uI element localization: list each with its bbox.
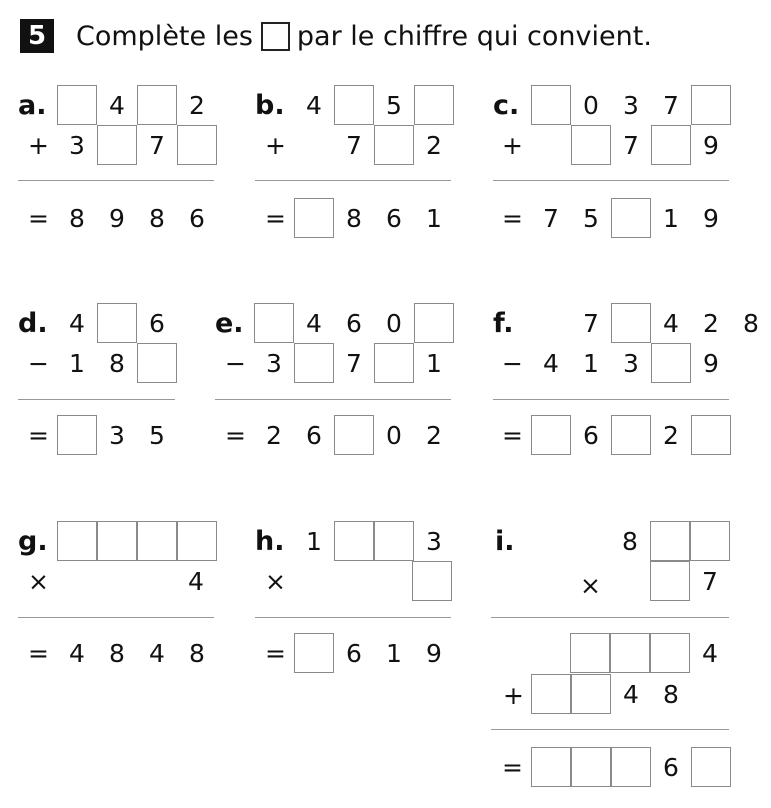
digit-box[interactable] xyxy=(57,415,97,455)
digit: 4 xyxy=(663,308,679,338)
digit-box[interactable] xyxy=(570,633,610,673)
digit: 8 xyxy=(189,638,205,668)
digit: 9 xyxy=(703,348,719,378)
digit: 8 xyxy=(743,308,759,338)
digit-box[interactable] xyxy=(137,343,177,383)
problem-label-b: b. xyxy=(255,89,285,121)
digit: 8 xyxy=(663,679,679,709)
operator-sign: × xyxy=(580,570,601,600)
instruction-text-end: par le chiffre qui convient. xyxy=(296,20,652,52)
digit: 4 xyxy=(623,679,639,709)
equals-sign: = xyxy=(265,638,286,668)
digit: 0 xyxy=(386,420,402,450)
digit-box[interactable] xyxy=(571,674,611,714)
digit-box[interactable] xyxy=(57,521,97,561)
digit-box[interactable] xyxy=(177,125,217,165)
digit: 2 xyxy=(426,130,442,160)
operator-sign: × xyxy=(28,566,49,596)
digit-box[interactable] xyxy=(650,633,690,673)
digit: 1 xyxy=(386,638,402,668)
digit: 4 xyxy=(188,566,204,596)
result-line xyxy=(491,729,729,730)
empty-box-icon xyxy=(261,22,290,51)
digit: 3 xyxy=(266,348,282,378)
digit: 6 xyxy=(386,203,402,233)
digit: 4 xyxy=(109,90,125,120)
digit: 0 xyxy=(583,90,599,120)
digit: 6 xyxy=(306,420,322,450)
digit-box[interactable] xyxy=(651,125,691,165)
digit: 9 xyxy=(703,130,719,160)
digit-box[interactable] xyxy=(531,747,571,787)
digit-box[interactable] xyxy=(97,521,137,561)
digit-box[interactable] xyxy=(334,415,374,455)
digit-box[interactable] xyxy=(571,125,611,165)
digit: 1 xyxy=(69,348,85,378)
equals-sign: = xyxy=(502,752,523,782)
digit-box[interactable] xyxy=(691,747,731,787)
digit: 2 xyxy=(703,308,719,338)
digit: 8 xyxy=(109,348,125,378)
digit: 7 xyxy=(583,308,599,338)
result-line xyxy=(255,180,451,181)
digit-box[interactable] xyxy=(294,633,334,673)
problem-label-a: a. xyxy=(18,89,47,121)
digit-box[interactable] xyxy=(97,125,137,165)
equals-sign: = xyxy=(502,420,523,450)
digit: 8 xyxy=(69,203,85,233)
exercise-header xyxy=(20,16,652,56)
digit: 8 xyxy=(109,638,125,668)
equals-sign: = xyxy=(502,203,523,233)
digit: 4 xyxy=(543,348,559,378)
result-line xyxy=(493,399,729,400)
digit: 2 xyxy=(663,420,679,450)
problem-label-d: d. xyxy=(18,307,48,339)
digit-box[interactable] xyxy=(531,415,571,455)
digit: 4 xyxy=(69,638,85,668)
result-line xyxy=(491,617,729,618)
digit: 6 xyxy=(149,308,165,338)
instruction-text-start: Complète les xyxy=(76,20,253,52)
digit: 7 xyxy=(346,348,362,378)
digit-box[interactable] xyxy=(412,561,452,601)
digit: 4 xyxy=(306,308,322,338)
problem-label-i: i. xyxy=(495,525,515,557)
digit-box[interactable] xyxy=(650,521,690,561)
result-line xyxy=(18,180,214,181)
operator-sign: − xyxy=(28,348,49,378)
digit: 4 xyxy=(149,638,165,668)
digit-box[interactable] xyxy=(334,521,374,561)
digit: 8 xyxy=(149,203,165,233)
digit: 6 xyxy=(346,638,362,668)
digit: 1 xyxy=(663,203,679,233)
digit: 0 xyxy=(386,308,402,338)
digit: 9 xyxy=(426,638,442,668)
exercise-number-badge: 5 xyxy=(20,19,54,53)
digit: 6 xyxy=(189,203,205,233)
digit-box[interactable] xyxy=(334,85,374,125)
equals-sign: = xyxy=(28,638,49,668)
digit: 8 xyxy=(346,203,362,233)
digit-box[interactable] xyxy=(374,343,414,383)
equals-sign: = xyxy=(28,420,49,450)
equals-sign: = xyxy=(28,203,49,233)
problem-label-c: c. xyxy=(493,89,520,121)
digit: 1 xyxy=(583,348,599,378)
result-line xyxy=(215,399,451,400)
digit-box[interactable] xyxy=(611,415,651,455)
digit: 3 xyxy=(69,130,85,160)
operator-sign: × xyxy=(265,566,286,596)
result-line xyxy=(18,399,175,400)
problem-label-g: g. xyxy=(18,525,48,557)
digit-box[interactable] xyxy=(691,85,731,125)
digit: 3 xyxy=(623,90,639,120)
digit-box[interactable] xyxy=(414,85,454,125)
digit-box[interactable] xyxy=(690,521,730,561)
digit-box[interactable] xyxy=(177,521,217,561)
digit: 9 xyxy=(703,203,719,233)
digit: 7 xyxy=(149,130,165,160)
operator-sign: − xyxy=(502,348,523,378)
digit-box[interactable] xyxy=(294,198,334,238)
digit-box[interactable] xyxy=(374,521,414,561)
digit: 5 xyxy=(583,203,599,233)
digit-box[interactable] xyxy=(611,747,651,787)
operator-sign: − xyxy=(225,348,246,378)
equals-sign: = xyxy=(265,203,286,233)
digit-box[interactable] xyxy=(414,303,454,343)
digit-box[interactable] xyxy=(611,198,651,238)
digit: 6 xyxy=(583,420,599,450)
digit: 5 xyxy=(386,90,402,120)
digit: 4 xyxy=(69,308,85,338)
digit-box[interactable] xyxy=(254,303,294,343)
digit: 3 xyxy=(109,420,125,450)
digit-box[interactable] xyxy=(691,415,731,455)
digit: 2 xyxy=(266,420,282,450)
digit: 1 xyxy=(426,348,442,378)
digit: 6 xyxy=(663,752,679,782)
plus-sign: + xyxy=(503,680,524,710)
digit: 2 xyxy=(189,90,205,120)
digit-box[interactable] xyxy=(374,125,414,165)
digit: 1 xyxy=(306,526,322,556)
digit-box[interactable] xyxy=(571,747,611,787)
result-line xyxy=(18,617,214,618)
digit: 1 xyxy=(426,203,442,233)
digit-box[interactable] xyxy=(57,85,97,125)
digit: 4 xyxy=(306,90,322,120)
digit-box[interactable] xyxy=(531,674,571,714)
digit: 7 xyxy=(543,203,559,233)
equals-sign: = xyxy=(225,420,246,450)
digit: 2 xyxy=(426,420,442,450)
digit-box[interactable] xyxy=(650,561,690,601)
digit-box[interactable] xyxy=(531,85,571,125)
problem-label-e: e. xyxy=(215,307,244,339)
result-line xyxy=(255,617,451,618)
problem-label-h: h. xyxy=(255,525,285,557)
problem-label-f: f. xyxy=(493,307,514,339)
digit: 7 xyxy=(663,90,679,120)
digit: 3 xyxy=(426,526,442,556)
digit-box[interactable] xyxy=(97,303,137,343)
digit: 9 xyxy=(109,203,125,233)
digit: 5 xyxy=(149,420,165,450)
result-line xyxy=(493,180,729,181)
instruction xyxy=(76,21,652,52)
digit-box[interactable] xyxy=(137,521,177,561)
operator-sign: + xyxy=(265,130,286,160)
digit: 8 xyxy=(622,526,638,556)
digit-box[interactable] xyxy=(651,343,691,383)
digit-box[interactable] xyxy=(294,343,334,383)
digit: 7 xyxy=(702,566,718,596)
digit: 4 xyxy=(702,638,718,668)
digit: 7 xyxy=(346,130,362,160)
digit: 3 xyxy=(623,348,639,378)
operator-sign: + xyxy=(502,130,523,160)
digit: 6 xyxy=(346,308,362,338)
digit-box[interactable] xyxy=(611,303,651,343)
digit: 7 xyxy=(623,130,639,160)
operator-sign: + xyxy=(28,130,49,160)
digit-box[interactable] xyxy=(137,85,177,125)
digit-box[interactable] xyxy=(610,633,650,673)
